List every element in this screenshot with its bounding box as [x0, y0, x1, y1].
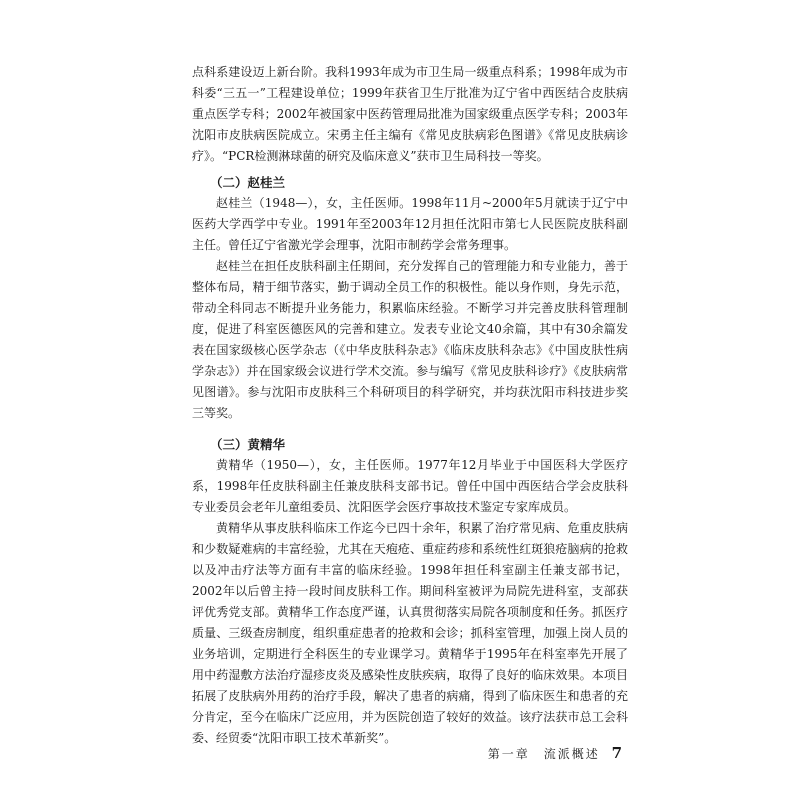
section-zhao-guilan	[192, 172, 628, 424]
body-paragraph: 黄精华从事皮肤科临床工作迄今已四十余年，积累了治疗常见病、危重皮肤病和少数疑难病的丰富经验，尤其在天疱疮、重症药疹和系统性红斑狼疮脑病的抢救以及冲击疗法等方面有丰富的临床经验。1998年担任科室副主任兼支部书记，2002年以后曾主持一段时间皮肤科工作。期间科室被评为局院先进科室，支部获评优秀党支部。黄精华工作态度严谨，认真贯彻落实局院各项制度和任务。抓医疗质量、三级查房制度，组织重症患者的抢救和会诊；抓科室管理，加强上岗人员的业务培训，定期进行全科医生的专业课学习。黄精华于1995年在科室率先开展了用中药湿敷方法治疗湿疹皮炎及感染性皮肤疾病，取得了良好的临床效果。本项目拓展了皮肤病外用药的治疗手段，解决了患者的病痛，得到了临床医生和患者的充分肯定，至今在临床广泛应用，并为医院创造了较好的效益。该疗法获市总工会科委、经贸委“沈阳市职工技术革新奖”。	[192, 521, 628, 745]
section-heading: （二）赵桂兰	[210, 175, 286, 190]
body-paragraph: 黄精华（1950—），女，主任医师。1977年12月毕业于中国医科大学医疗系，1998年任皮肤科副主任兼皮肤科支部书记。曾任中国中西医结合学会皮肤科专业委员会老年儿童组委员、沈阳医学会医疗事故技术鉴定专家库成员。	[192, 458, 628, 514]
page-footer	[488, 743, 622, 764]
body-paragraph: 赵桂兰（1948—），女，主任医师。1998年11月~2000年5月就读于辽宁中医药大学西学中专业。1991年至2003年12月担任沈阳市第七人民医院皮肤科副主任。曾任辽宁省激光学会理事，沈阳市制药学会常务理事。	[192, 196, 628, 252]
page-number: 7	[611, 744, 622, 762]
section-heading: （三）黄精华	[210, 437, 286, 452]
intro-paragraph: 点科系建设迈上新台阶。我科1993年成为市卫生局一级重点科系；1998年成为市科委“三五一”工程建设单位；1999年获省卫生厅批准为辽宁省中西医结合皮肤病重点医学专科；2002年被国家中医药管理局批准为国家级重点医学专科；2003年沈阳市皮肤病医院成立。宋勇主任主编有《常见皮肤病彩色图谱》《常见皮肤病诊疗》。“PCR检测淋球菌的研究及临床意义”获市卫生局科技一等奖。	[192, 65, 628, 163]
intro-block	[192, 62, 628, 167]
chapter-title: 第一章 流派概述	[487, 747, 600, 761]
section-huang-jinghua	[192, 434, 628, 749]
body-paragraph: 赵桂兰在担任皮肤科副主任期间，充分发挥自己的管理能力和专业能力，善于整体布局，精于细节落实，勤于调动全员工作的积极性。能以身作则，身先示范，带动全科同志不断提升业务能力，积累临床经验。不断学习并完善皮肤科管理制度，促进了科室医德医风的完善和建立。发表专业论文40余篇，其中有30余篇发表在国家级核心医学杂志（《中华皮肤科杂志》《临床皮肤科杂志》《中国皮肤性病学杂志》）并在国家级会议进行学术交流。参与编写《常见皮肤科诊疗》《皮肤病常见图谱》。参与沈阳市皮肤科三个科研项目的科学研究，并均获沈阳市科技进步奖三等奖。	[192, 259, 628, 420]
